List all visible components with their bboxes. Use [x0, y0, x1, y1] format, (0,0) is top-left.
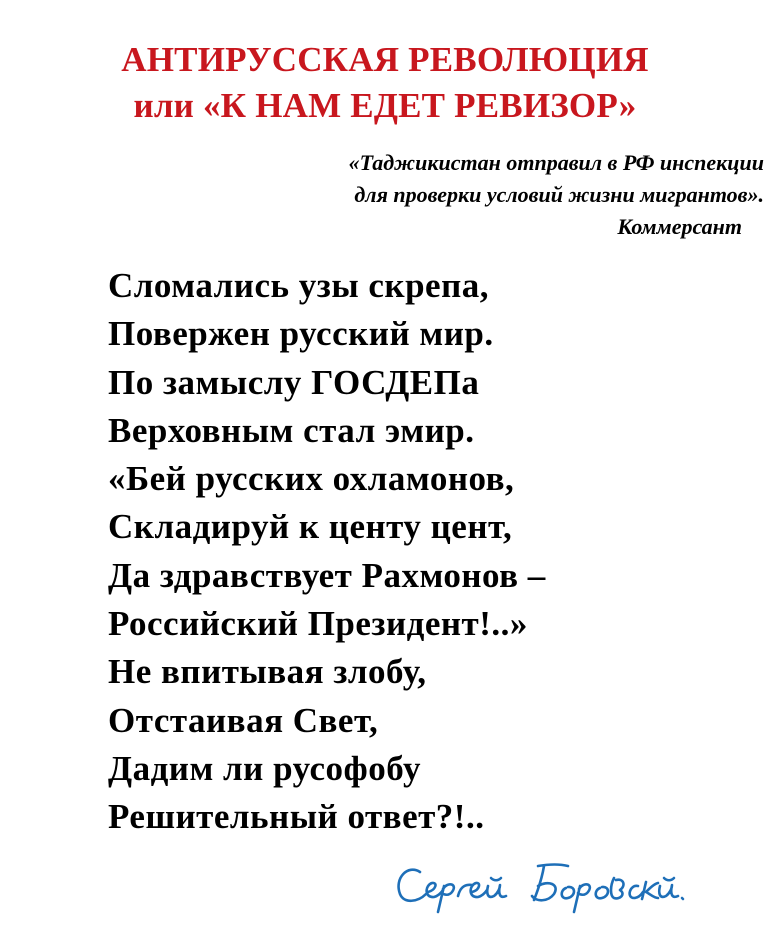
poem-line-8: Российский Президент!..» [108, 604, 528, 644]
poem-line-3: По замыслу ГОСДЕПа [108, 362, 480, 402]
handwritten-signature [388, 856, 688, 916]
poem-line-6: Складируй к центу цент, [108, 507, 513, 547]
poem-line-2: Повержен русский мир. [108, 314, 494, 354]
title-line-1: АНТИРУССКАЯ РЕВОЛЮЦИЯ [121, 40, 649, 79]
title-line-2: или «К НАМ ЕДЕТ РЕВИЗОР» [133, 86, 637, 125]
poem [108, 262, 546, 842]
poem-line-11: Дадим ли русофобу [108, 748, 421, 788]
poem-line-1: Сломались узы скрепа, [108, 266, 490, 305]
poem-line-4: Верховным стал эмир. [108, 410, 475, 450]
poem-line-9: Не впитывая злобу, [108, 652, 427, 692]
poem-line-10: Отстаивая Свет, [108, 700, 379, 740]
poem-line-7: Да здравствует Рахмонов – [108, 555, 546, 595]
poem-line-12: Решительный ответ?!.. [108, 797, 485, 837]
epigraph-line-2: для проверки условий жизни мигрантов». [354, 182, 764, 207]
epigraph-source: Коммерсант [617, 214, 742, 239]
epigraph-line-1: «Таджикистан отправил в РФ инспекции [348, 150, 764, 175]
poem-line-5: «Бей русских охламонов, [108, 459, 515, 499]
epigraph [144, 147, 764, 243]
